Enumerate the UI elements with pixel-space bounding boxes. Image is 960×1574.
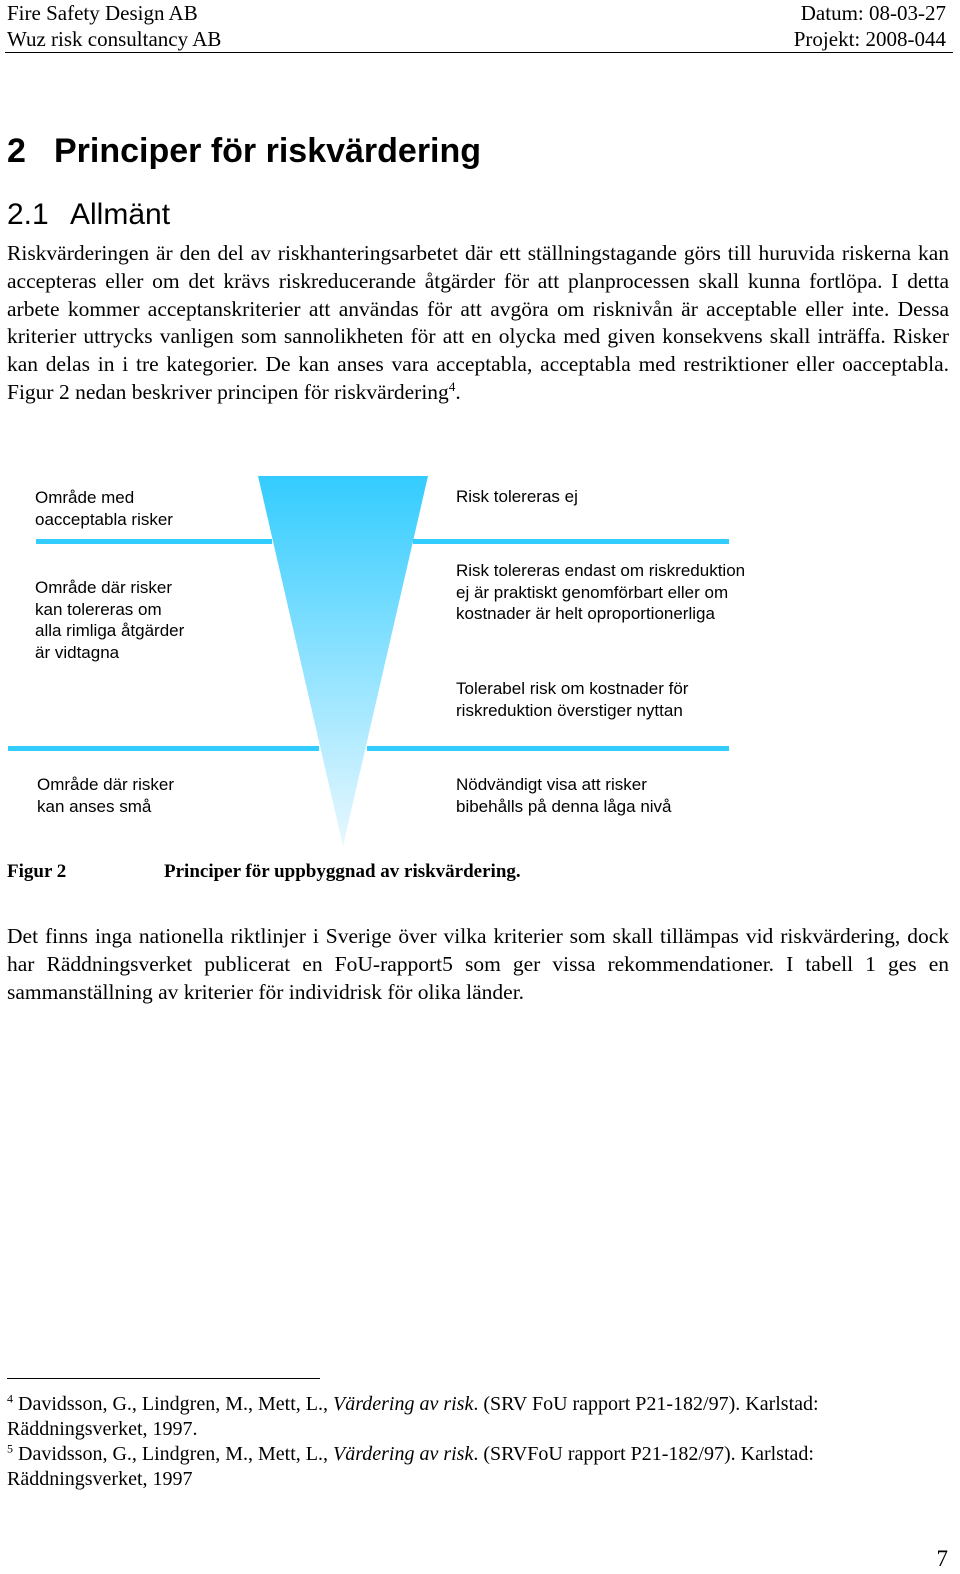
label-tolerable-area: Område där risker kan tolereras om alla rimliga åtgärder är vidtagna — [35, 578, 185, 662]
upper-boundary-line-right — [413, 539, 729, 544]
header-company-2: Wuz risk consultancy AB — [7, 27, 222, 51]
lower-boundary-line-right — [367, 746, 729, 751]
footnote-reference: 4 — [448, 378, 456, 394]
figure-caption-text: Principer för uppbyggnad av riskvärdering. — [164, 861, 521, 882]
subsection-number: 2.1 — [7, 198, 49, 231]
paragraph-text: Riskvärderingen är den del av riskhanteringsarbetet där ett ställningstagande görs till huruvida riskerna kan accepteras eller om det krävs riskreducerande åtgärder för att planprocessen skall kunna fortlöpa. I detta arbete kommer acceptanskriterier att användas för att avgöra om risknivån är acceptable eller inte. Dessa kriterier uttrycks vanligen som sannolikheten för att en olycka med given konsekvens skall inträffa. Risker kan delas in i tre kategorier. De kan anses vara acceptabla, acceptabla med restriktioner eller oacceptabla. Figur 2 nedan beskriver principen för riskvärdering — [7, 241, 949, 404]
header-divider — [5, 52, 953, 53]
label-unacceptable-area: Område med oacceptabla risker — [35, 488, 173, 529]
paragraph-end: . — [455, 379, 461, 404]
page-number: 7 — [936, 1546, 948, 1571]
header-date: Datum: 08-03-27 — [800, 1, 946, 25]
footnote-4 — [7, 1392, 947, 1442]
footnote-authors: Davidsson, G., Lindgren, M., Mett, L., — [13, 1443, 333, 1465]
header-left — [7, 0, 221, 52]
figure-caption-number: Figur 2 — [7, 861, 67, 882]
footnote-title: Värdering av risk — [332, 1443, 474, 1465]
subsection-title: Allmänt — [70, 198, 171, 231]
section-title: Principer för riskvärdering — [54, 132, 482, 170]
risk-triangle — [258, 476, 428, 846]
risk-principle-figure — [0, 470, 960, 850]
footnote-title: Värdering av risk — [332, 1393, 474, 1415]
upper-boundary-line-left — [36, 539, 272, 544]
footnote-number: 5 — [7, 1441, 13, 1456]
footnote-number: 4 — [7, 1391, 13, 1406]
label-risk-tolerated-conditionally: Risk tolereras endast om riskreduktion ej är praktiskt genomförbart eller om kostnader är helt oproportionerliga — [456, 561, 746, 623]
body-paragraph-1 — [7, 240, 949, 407]
subsection-heading — [7, 196, 170, 234]
footnote-source: . (SRVFoU rapport P21-182/97). Karlstad: Räddningsverket, 1997 — [7, 1443, 814, 1490]
footnote-authors: Davidsson, G., Lindgren, M., Mett, L., — [13, 1393, 333, 1415]
footnote-divider — [7, 1378, 320, 1379]
footnote-source: . (SRV FoU rapport P21-182/97). Karlstad: Räddningsverket, 1997. — [7, 1393, 819, 1440]
label-small-risk-area: Område där risker kan anses små — [37, 775, 174, 816]
footnote-5 — [7, 1442, 947, 1492]
label-maintain-low-level: Nödvändigt visa att risker bibehålls på denna låga nivå — [456, 775, 672, 816]
section-heading — [7, 130, 481, 172]
header-project: Projekt: 2008-044 — [793, 27, 946, 51]
section-number: 2 — [7, 132, 26, 170]
body-paragraph-2: Det finns inga nationella riktlinjer i Sverige över vilka kriterier som skall tillämpas vid riskvärdering, dock har Räddningsverket publicerat en FoU-rapport5 som ger vissa rekommendationer. I tabell 1 ges en sammanställning av kriterier för individrisk för olika länder. — [7, 924, 949, 1004]
label-tolerable-risk: Tolerabel risk om kostnader för riskreduktion överstiger nyttan — [456, 679, 689, 720]
header-company-1: Fire Safety Design AB — [7, 1, 198, 25]
header-right — [794, 0, 946, 52]
label-risk-not-tolerated: Risk tolereras ej — [456, 487, 578, 506]
lower-boundary-line-left — [8, 746, 319, 751]
